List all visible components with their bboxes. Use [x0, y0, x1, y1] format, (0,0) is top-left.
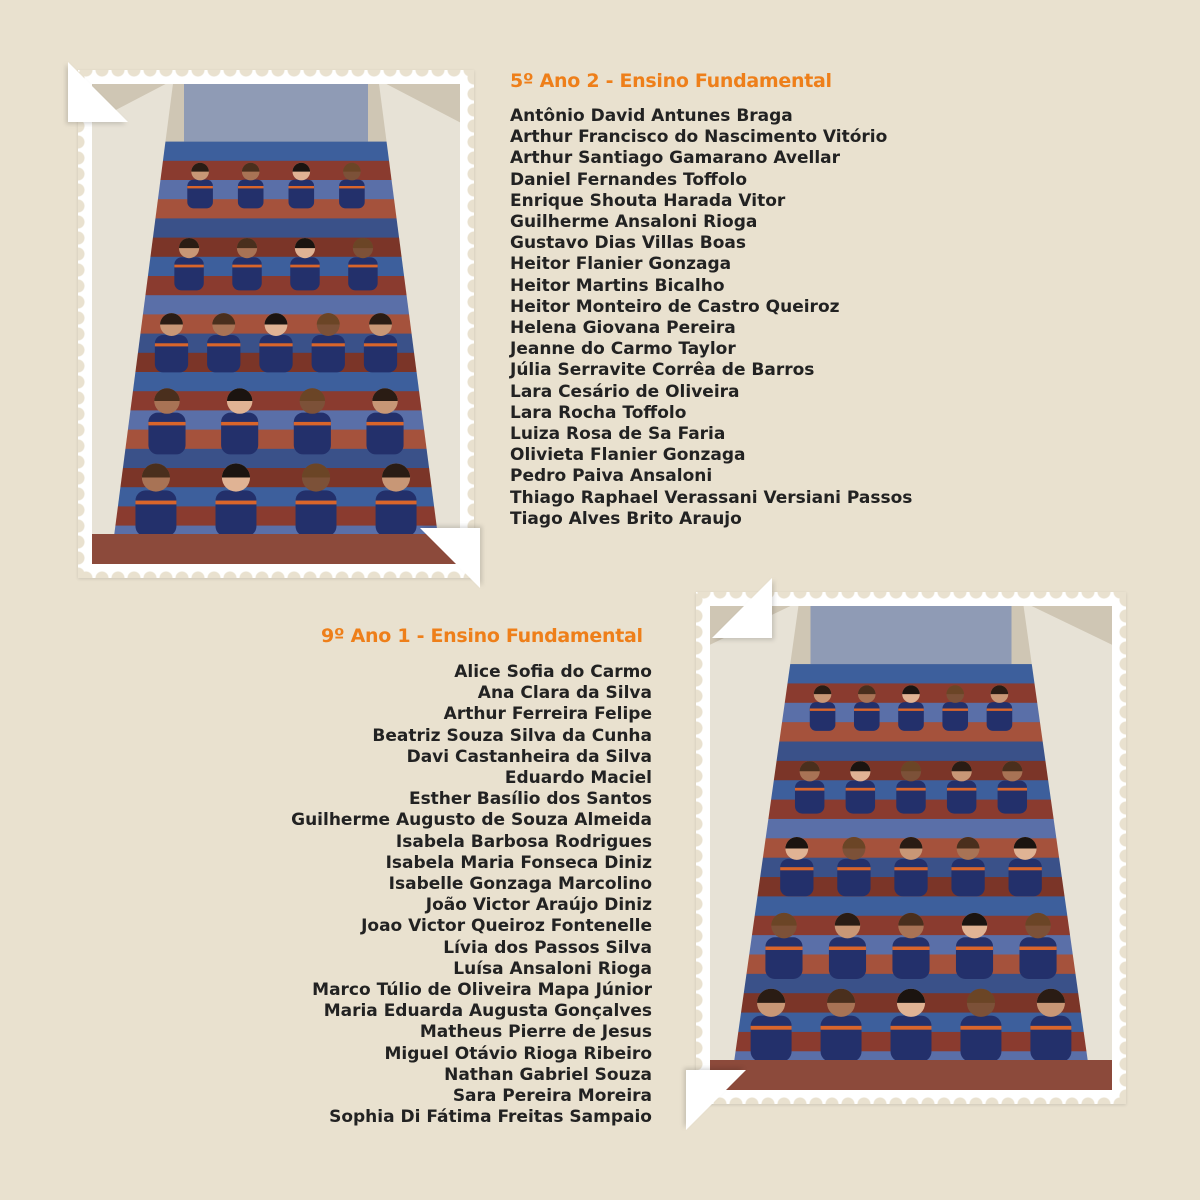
student-name: Lara Cesário de Oliveira [510, 381, 740, 402]
student-name: Esther Basílio dos Santos [408, 789, 652, 810]
student-name: Isabelle Gonzaga Marcolino [388, 874, 652, 895]
class-photo-9th-grade [710, 606, 1112, 1090]
student-name: Jeanne do Carmo Taylor [510, 339, 736, 360]
photo-frame-5th-grade [78, 70, 474, 578]
student-name: Isabela Barbosa Rodrigues [395, 831, 652, 852]
student-name: Thiago Raphael Verassani Versiani Passos [510, 487, 913, 508]
student-name: Guilherme Ansaloni Rioga [510, 212, 758, 233]
student-name: Sara Pereira Moreira [452, 1086, 652, 1107]
student-name: Helena Giovana Pereira [510, 318, 736, 339]
student-name: Arthur Ferreira Felipe [443, 704, 652, 725]
student-name: Heitor Martins Bicalho [510, 275, 725, 296]
student-name: Nathan Gabriel Souza [444, 1064, 652, 1085]
student-name: Joao Victor Queiroz Fontenelle [361, 916, 652, 937]
student-name: Arthur Santiago Gamarano Avellar [510, 148, 841, 169]
student-name: Lívia dos Passos Silva [443, 937, 652, 958]
class-photo-5th-grade [92, 84, 460, 564]
student-name: Enrique Shouta Harada Vitor [510, 190, 786, 211]
student-name: Sophia Di Fátima Freitas Sampaio [329, 1107, 652, 1128]
section-title-9th-grade: 9º Ano 1 - Ensino Fundamental [321, 625, 643, 647]
student-name: Pedro Paiva Ansaloni [510, 466, 713, 487]
student-name: Gustavo Dias Villas Boas [510, 233, 746, 254]
section-title-5th-grade: 5º Ano 2 - Ensino Fundamental [510, 70, 832, 92]
photo-corner-decoration [68, 62, 128, 122]
student-name: Marco Túlio de Oliveira Mapa Júnior [312, 980, 652, 1001]
student-name: João Victor Araújo Diniz [425, 895, 652, 916]
photo-corner-decoration [686, 1070, 746, 1130]
student-name: Luiza Rosa de Sa Faria [510, 424, 726, 445]
student-name: Arthur Francisco do Nascimento Vitório [510, 127, 888, 148]
student-name: Maria Eduarda Augusta Gonçalves [323, 1001, 652, 1022]
student-name: Júlia Serravite Corrêa de Barros [510, 360, 815, 381]
student-name: Tiago Alves Brito Araujo [510, 508, 742, 529]
student-name: Isabela Maria Fonseca Diniz [385, 852, 652, 873]
student-name: Beatriz Souza Silva da Cunha [372, 725, 652, 746]
student-name: Olivieta Flanier Gonzaga [510, 445, 746, 466]
student-list-5th-grade [510, 106, 912, 530]
student-name: Davi Castanheira da Silva [406, 746, 652, 767]
student-list-9th-grade [291, 662, 652, 1128]
student-name: Guilherme Augusto de Souza Almeida [291, 810, 652, 831]
student-name: Lara Rocha Toffolo [510, 402, 687, 423]
student-name: Alice Sofia do Carmo [454, 662, 652, 682]
student-name: Luísa Ansaloni Rioga [453, 958, 652, 979]
student-name: Daniel Fernandes Toffolo [510, 169, 748, 190]
student-name: Antônio David Antunes Braga [510, 106, 793, 126]
student-name: Heitor Monteiro de Castro Queiroz [510, 296, 840, 317]
student-name: Heitor Flanier Gonzaga [510, 254, 732, 275]
student-name: Matheus Pierre de Jesus [419, 1022, 652, 1043]
photo-corner-decoration [420, 528, 480, 588]
student-name: Miguel Otávio Rioga Ribeiro [384, 1043, 652, 1064]
student-name: Eduardo Maciel [504, 768, 652, 789]
student-name: Ana Clara da Silva [477, 683, 652, 704]
photo-corner-decoration [712, 578, 772, 638]
photo-frame-9th-grade [696, 592, 1126, 1104]
